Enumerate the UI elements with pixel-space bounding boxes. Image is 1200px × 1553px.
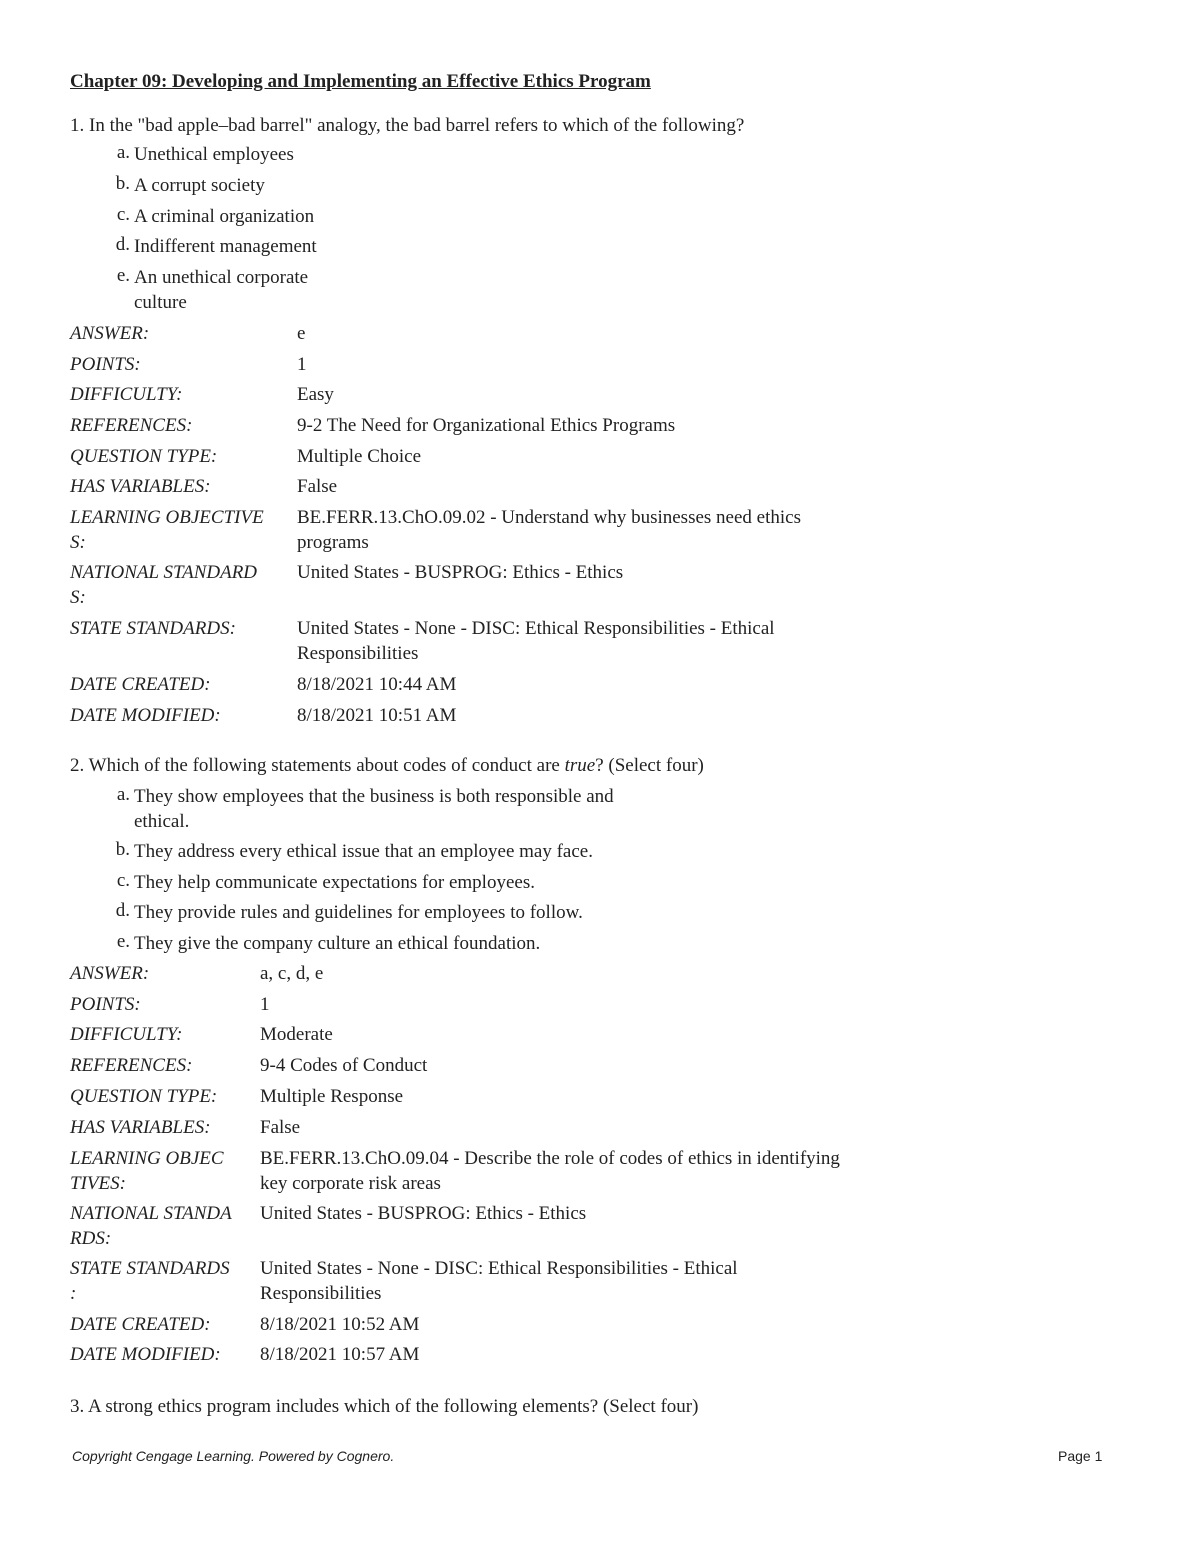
- references-label: REFERENCES:: [70, 415, 193, 436]
- option-text: They provide rules and guidelines for employees to follow.: [134, 902, 583, 923]
- option-letter: a.: [116, 784, 130, 805]
- references-label: REFERENCES:: [70, 1055, 193, 1076]
- references-value: 9-2 The Need for Organizational Ethics Programs: [297, 415, 676, 436]
- option-letter: a.: [116, 142, 130, 163]
- question-number: 1.: [70, 115, 85, 136]
- difficulty-label: DIFFICULTY:: [70, 1024, 183, 1045]
- points-label: POINTS:: [70, 354, 141, 375]
- difficulty-label: DIFFICULTY:: [70, 384, 183, 405]
- option-text: They address every ethical issue that an employee may face.: [134, 841, 593, 862]
- question-text-start: Which of the following statements about codes of conduct are: [88, 755, 565, 776]
- date-created-value: 8/18/2021 10:52 AM: [260, 1314, 420, 1335]
- question-text: A strong ethics program includes which of the following elements? (Select four): [87, 1396, 699, 1417]
- national-standards-value: United States - BUSPROG: Ethics - Ethics: [297, 562, 624, 583]
- has-variables-label: HAS VARIABLES:: [70, 1117, 211, 1138]
- national-standards-label-line1: NATIONAL STANDARD: [70, 562, 258, 583]
- option-text: Indifferent management: [134, 236, 317, 257]
- option-text-line2: ethical.: [134, 811, 190, 832]
- option-letter: d.: [115, 900, 130, 921]
- option-text: Unethical employees: [134, 144, 294, 165]
- question-text-emphasis: true: [564, 755, 596, 776]
- difficulty-value: Easy: [297, 384, 334, 405]
- option-letter: e.: [116, 931, 130, 952]
- question-number: 3.: [70, 1396, 85, 1417]
- question-type-label: QUESTION TYPE:: [70, 446, 218, 467]
- answer-label: ANSWER:: [70, 963, 150, 984]
- learning-objectives-label-line1: LEARNING OBJEC: [70, 1148, 224, 1169]
- option-text: A criminal organization: [134, 206, 315, 227]
- national-standards-value: United States - BUSPROG: Ethics - Ethics: [260, 1203, 587, 1224]
- option-letter: c.: [116, 870, 130, 891]
- option-letter: c.: [116, 204, 130, 225]
- date-created-value: 8/18/2021 10:44 AM: [297, 674, 457, 695]
- state-standards-value-line2: Responsibilities: [297, 643, 419, 664]
- learning-objectives-label-line1: LEARNING OBJECTIVE: [70, 507, 264, 528]
- learning-objectives-value-line1: BE.FERR.13.ChO.09.04 - Describe the role of codes of ethics in identifying: [260, 1148, 840, 1169]
- option-text: A corrupt society: [134, 175, 265, 196]
- option-text-line2: culture: [134, 292, 187, 313]
- learning-objectives-label-line2: TIVES:: [70, 1173, 126, 1194]
- has-variables-value: False: [260, 1117, 301, 1138]
- state-standards-value-line2: Responsibilities: [260, 1283, 382, 1304]
- learning-objectives-value-line2: programs: [297, 532, 369, 553]
- learning-objectives-value-line1: BE.FERR.13.ChO.09.02 - Understand why businesses need ethics: [297, 507, 801, 528]
- question-text: In the "bad apple–bad barrel" analogy, the bad barrel refers to which of the following?: [89, 115, 745, 136]
- answer-value: a, c, d, e: [260, 963, 324, 984]
- date-created-label: DATE CREATED:: [70, 1314, 211, 1335]
- state-standards-label: STATE STANDARDS:: [70, 618, 236, 639]
- option-text: They give the company culture an ethical foundation.: [134, 933, 541, 954]
- national-standards-label-line2: RDS:: [70, 1228, 112, 1249]
- national-standards-label-line2: S:: [70, 587, 86, 608]
- question-text-end: ? (Select four): [595, 755, 704, 776]
- answer-label: ANSWER:: [70, 323, 150, 344]
- points-value: 1: [297, 354, 307, 375]
- date-modified-label: DATE MODIFIED:: [70, 705, 221, 726]
- state-standards-value-line1: United States - None - DISC: Ethical Responsibilities - Ethical: [260, 1258, 738, 1279]
- difficulty-value: Moderate: [260, 1024, 333, 1045]
- footer-page-number: Page 1: [1058, 1448, 1103, 1464]
- date-created-label: DATE CREATED:: [70, 674, 211, 695]
- option-letter: d.: [115, 234, 130, 255]
- answer-value: e: [297, 323, 306, 344]
- question-1-stem: [70, 115, 744, 137]
- state-standards-label-line2: :: [70, 1283, 77, 1304]
- option-letter: b.: [115, 173, 130, 194]
- question-type-value: Multiple Response: [260, 1086, 404, 1107]
- date-modified-label: DATE MODIFIED:: [70, 1344, 221, 1365]
- state-standards-label-line1: STATE STANDARDS: [70, 1258, 230, 1279]
- references-value: 9-4 Codes of Conduct: [260, 1055, 428, 1076]
- question-number: 2.: [70, 755, 85, 776]
- footer-copyright: Copyright Cengage Learning. Powered by Cognero.: [72, 1448, 395, 1464]
- question-3-stem: [70, 1396, 698, 1418]
- state-standards-value-line1: United States - None - DISC: Ethical Responsibilities - Ethical: [297, 618, 775, 639]
- option-text-line1: They show employees that the business is both responsible and: [134, 786, 614, 807]
- has-variables-value: False: [297, 476, 338, 497]
- option-letter: b.: [115, 839, 130, 860]
- option-letter: e.: [116, 265, 130, 286]
- question-2-stem: [70, 755, 704, 777]
- points-value: 1: [260, 994, 270, 1015]
- question-type-value: Multiple Choice: [297, 446, 422, 467]
- option-text: They help communicate expectations for employees.: [134, 872, 535, 893]
- learning-objectives-value-line2: key corporate risk areas: [260, 1173, 441, 1194]
- has-variables-label: HAS VARIABLES:: [70, 476, 211, 497]
- national-standards-label-line1: NATIONAL STANDA: [70, 1203, 232, 1224]
- option-text-line1: An unethical corporate: [134, 267, 309, 288]
- question-type-label: QUESTION TYPE:: [70, 1086, 218, 1107]
- date-modified-value: 8/18/2021 10:51 AM: [297, 705, 457, 726]
- points-label: POINTS:: [70, 994, 141, 1015]
- date-modified-value: 8/18/2021 10:57 AM: [260, 1344, 420, 1365]
- chapter-title: Chapter 09: Developing and Implementing an Effective Ethics Program: [70, 71, 651, 92]
- learning-objectives-label-line2: S:: [70, 532, 86, 553]
